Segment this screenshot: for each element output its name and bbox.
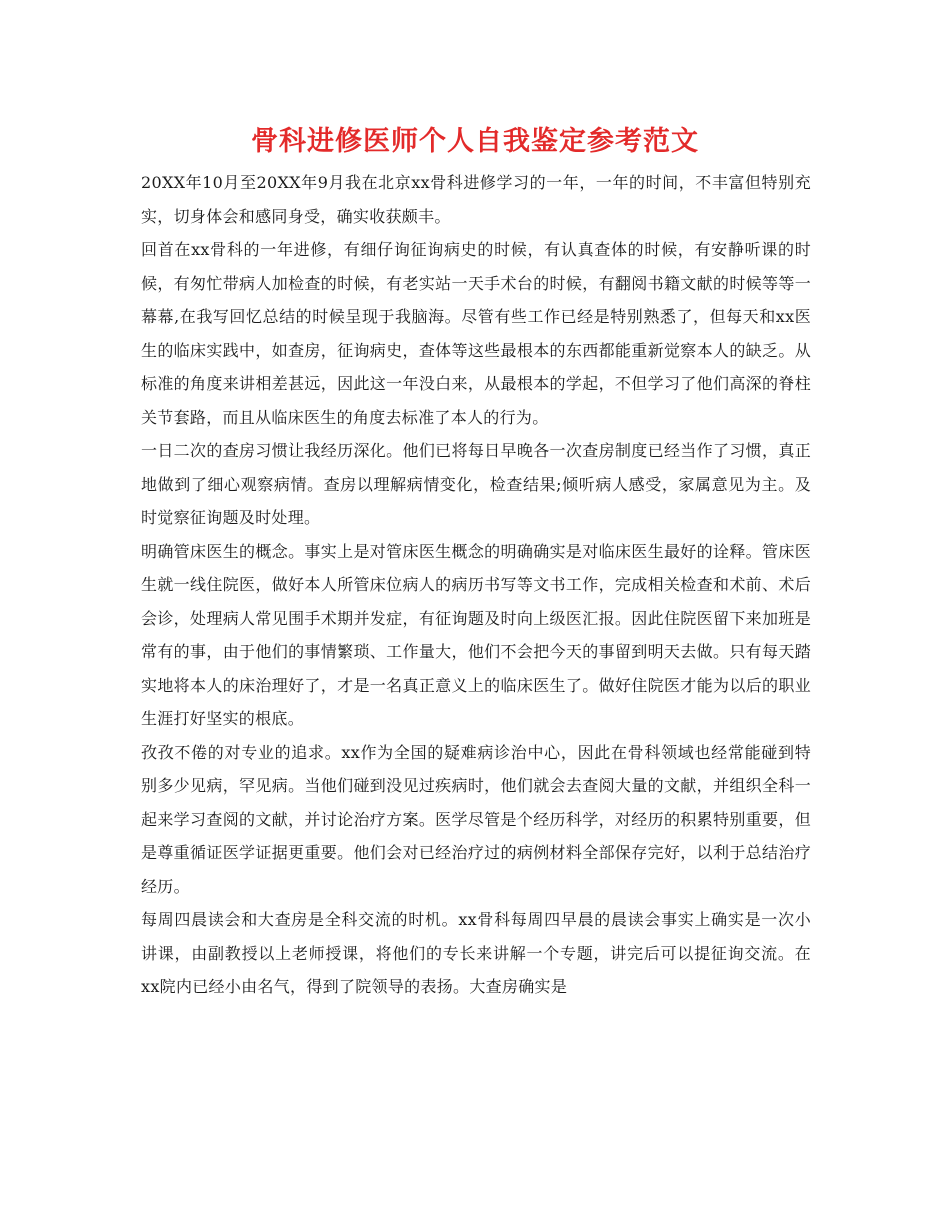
paragraph-6: 每周四晨读会和大查房是全科交流的时机。xx骨科每周四早晨的晨读会事实上确实是一次小讲课，由副教授以上老师授课，将他们的专长来讲解一个专题，讲完后可以提征询交流。在xx院内已经小由名气，得到了院领导的表扬。大查房确实是	[141, 910, 811, 996]
paragraph-5: 孜孜不倦的对专业的追求。xx作为全国的疑难病诊治中心，因此在骨科领域也经常能碰到特别多少见病，罕见病。当他们碰到没见过疾病时，他们就会去查阅大量的文献，并组织全科一起来学习查阅的文献，并讨论治疗方案。医学尽管是个经历科学，对经历的积累特别重要，但是尊重循证医学证据更重要。他们会对已经治疗过的病例材料全部保存完好，以利于总结治疗经历。	[141, 742, 811, 896]
paragraph-4: 明确管床医生的概念。事实上是对管床医生概念的明确确实是对临床医生最好的诠释。管床医生就一线住院医，做好本人所管床位病人的病历书写等文书工作，完成相关检查和术前、术后会诊，处理病人常见围手术期并发症，有征询题及时向上级医汇报。因此住院医留下来加班是常有的事，由于他们的事情繁琐、工作量大，他们不会把今天的事留到明天去做。只有每天踏实地将本人的床治理好了，才是一名真正意义上的临床医生了。做好住院医才能为以后的职业生涯打好坚实的根底。	[141, 541, 811, 728]
paragraph-3: 一日二次的查房习惯让我经历深化。他们已将每日早晚各一次查房制度已经当作了习惯，真正地做到了细心观察病情。查房以理解病情变化，检查结果;倾听病人感受，家属意见为主。及时觉察征询题及时处理。	[141, 441, 811, 527]
paragraph-1: 20XX年10月至20XX年9月我在北京xx骨科进修学习的一年，一年的时间，不丰富但特别充实，切身体会和感同身受，确实收获颇丰。	[141, 173, 811, 226]
paragraph-2: 回首在xx骨科的一年进修，有细仔询征询病史的时候，有认真查体的时候，有安静听课的时候，有匆忙带病人加检查的时候，有老实站一天手术台的时候，有翻阅书籍文献的时候等等一幕幕,在我写回忆总结的时候呈现于我脑海。尽管有些工作已经是特别熟悉了，但每天和xx医生的临床实践中，如查房，征询病史，查体等这些最根本的东西都能重新觉察本人的缺乏。从标准的角度来讲相差甚远，因此这一年没白来，从最根本的学起，不但学习了他们高深的脊柱关节套路，而且从临床医生的角度去标准了本人的行为。	[141, 240, 811, 427]
document-title: 骨科进修医师个人自我鉴定参考范文	[251, 126, 699, 157]
document-body	[141, 166, 811, 1004]
